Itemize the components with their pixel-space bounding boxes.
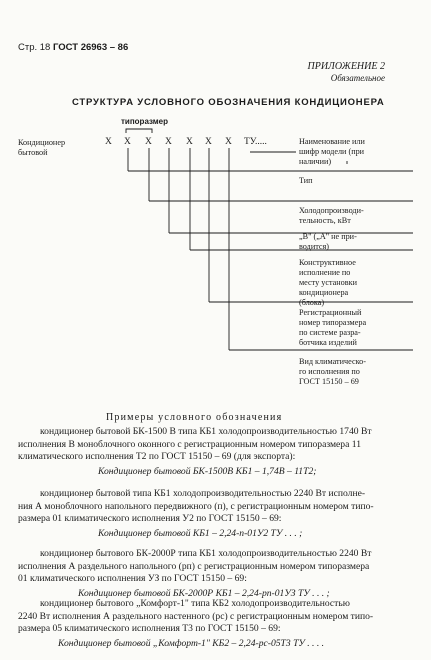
example-paragraph: кондиционер бытовой типа КБ1 холодопроизводительностью 2240 Вт исполне- ния А моноблочного напольного передвижного (п), с регистрационным номером типо- размера 01 климатического исполнения У2 по ГОСТ 15150 – 69: Кондиционер бытовой КБ1 – 2,24-п-01У2 ТУ . . . ; bbox=[18, 488, 413, 540]
code-letter: Х bbox=[165, 137, 172, 147]
description-construction: Конструктивное исполнение по месту установки кондиционера (блока) bbox=[299, 258, 358, 307]
description-climate: Вид климатическо- го исполнения по ГОСТ 15150 – 69 bbox=[299, 357, 366, 386]
page-title: СТРУКТУРА УСЛОВНОГО ОБОЗНАЧЕНИЯ КОНДИЦИОНЕРА bbox=[72, 97, 385, 108]
standard-number: ГОСТ 26963 – 86 bbox=[52, 42, 129, 53]
appendix-status: Обязательное bbox=[330, 73, 385, 83]
size-label: типоразмер bbox=[121, 117, 169, 126]
example-paragraph: кондиционер бытового БК-2000Р типа КБ1 холодопроизводительностью 2240 Вт исполнения А раздельного напольного (рп) с регистрационным номером типоразмера 01 климатического исполнения УЗ по ГОСТ 15150 – 69: Кондиционер бытовой БК-2000Р КБ1 – 2,24-рп-01УЗ ТУ . . . ; bbox=[18, 548, 413, 600]
product-name: Кондиционер бытовой bbox=[18, 138, 66, 157]
size-bracket bbox=[126, 129, 152, 133]
example-designation: Кондиционер бытовой КБ1 – 2,24-п-01У2 ТУ . . . ; bbox=[98, 527, 303, 539]
code-letter: Х bbox=[105, 137, 112, 147]
tu-code: ТУ..... bbox=[244, 137, 267, 147]
page-number: Стр. 18 bbox=[18, 42, 51, 53]
example-designation: Кондиционер бытовой „Комфорт-1" КБ2 – 2,24-рс-05Т3 ТУ . . . . bbox=[58, 637, 325, 649]
example-designation: Кондиционер бытовой БК-1500В КБ1 – 1,74В – 11Т2; bbox=[98, 465, 317, 477]
code-letter: Х bbox=[186, 137, 193, 147]
description-version: „В" („А" не при- водится) bbox=[299, 232, 357, 251]
examples-heading: Примеры условного обозначения bbox=[106, 412, 283, 423]
example-paragraph: кондиционер бытового „Комфорт-1" типа КБ2 холодопроизводительностью 2240 Вт исполнения А раздельного настенного (рс) с регистрационным номером типо- размера 05 климатического исполнения Т3 по ГОСТ 15150 – 69: Кондиционер бытовой „Комфорт-1" КБ2 – 2,24-рс-05Т3 ТУ . . . . bbox=[18, 598, 413, 650]
description-model: Наименование или шифр модели (при наличии) bbox=[299, 137, 365, 166]
example-designation: Кондиционер бытовой БК-2000Р КБ1 – 2,24-рп-01УЗ ТУ . . . ; bbox=[78, 587, 330, 599]
description-type: Тип bbox=[299, 176, 313, 185]
appendix-title: ПРИЛОЖЕНИЕ 2 bbox=[307, 61, 385, 72]
code-letter: Х bbox=[145, 137, 152, 147]
code-letter: Х bbox=[225, 137, 232, 147]
example-paragraph: кондиционер бытовой БК-1500 В типа КБ1 холодопроизводительностью 1740 Вт исполнения В моноблочного оконного с регистрационным номером типоразмера 11 климатического исполнения Т2 по ГОСТ 15150 – 69 (для экспорта): Кондиционер бытовой БК-1500В КБ1 – 1,74В – 11Т2; bbox=[18, 426, 413, 478]
description-registration: Регистрационный номер типоразмера по системе разра- ботчика изделий bbox=[299, 308, 367, 347]
description-capacity: Холодопроизводи- тельность, кВт bbox=[299, 206, 364, 225]
code-letter: Х bbox=[124, 137, 131, 147]
code-letter: Х bbox=[205, 137, 212, 147]
